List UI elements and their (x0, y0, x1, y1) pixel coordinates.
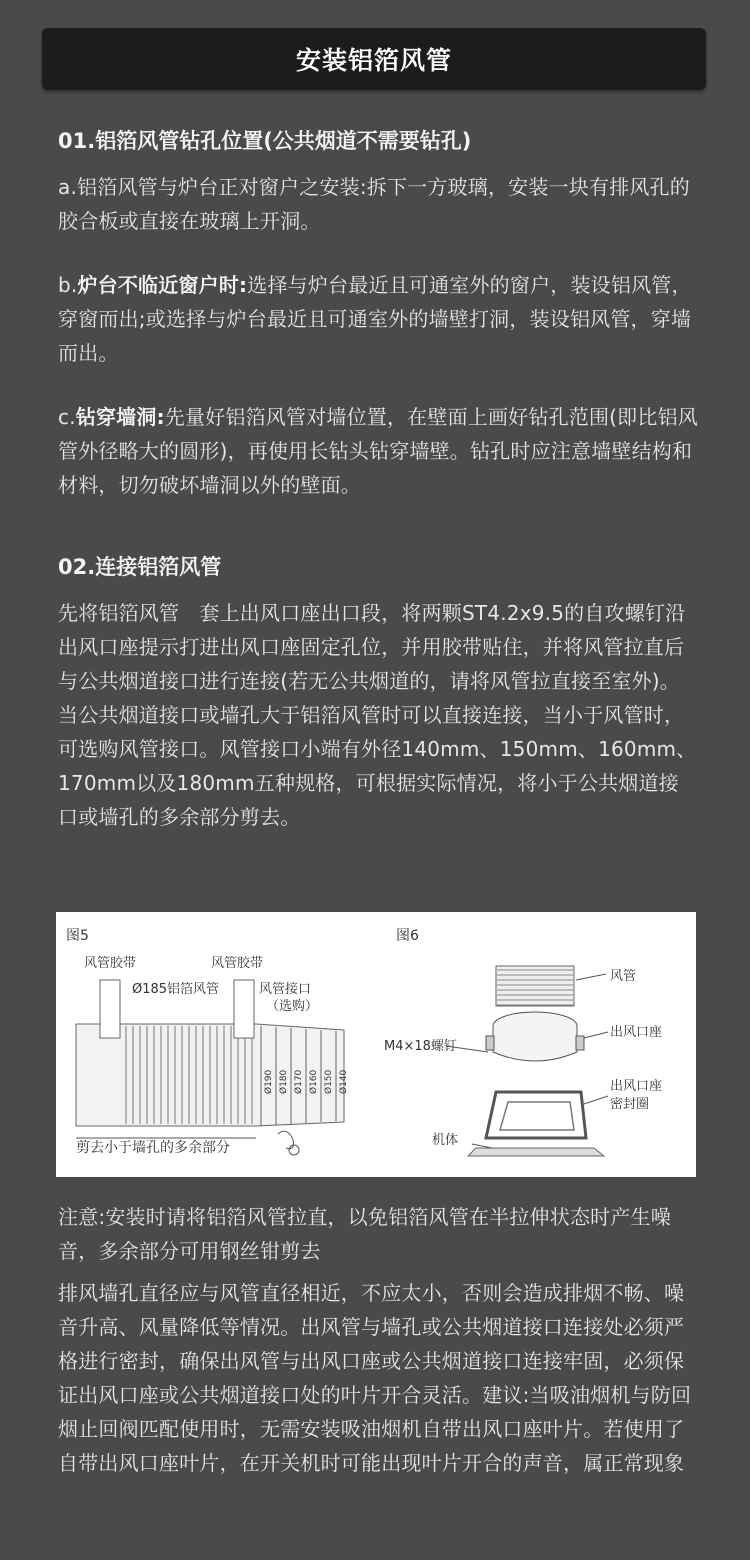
para-c-bold: 钻穿墙洞: (75, 405, 165, 429)
section2-heading: 02.连接铝箔风管 (58, 555, 222, 579)
connector-size-label: Ø140 (339, 1069, 349, 1094)
section2-body: 先将铝箔风管 套上出风口座出口段，将两颗ST4.2x9.5的自攻螺钉沿出风口座提示打进出风口座固定孔位，并用胶带贴住，并将风管拉直后与公共烟道接口进行连接(若无公共烟道的，请将风管拉直接至室外)。当公共烟道接口或墙孔大于铝箔风管时可以直接连接，当小于风管时，可选购风管接口。风管接口小端有外径140mm、150mm、160mm、170mm以及180mm五种规格，可根据实际情况，将小于公共烟道接口或墙孔的多余部分剪去。 (58, 601, 697, 829)
figure-panel (56, 912, 696, 1177)
page-title: 安装铝箔风管 (295, 46, 452, 75)
figure6 (384, 928, 662, 1156)
para-c (58, 400, 698, 502)
para-b (58, 268, 698, 370)
para-b-text: 选择与炉台最近且可通室外的窗户，装设铝风管，穿窗而出;或选择与炉台最近且可通室外的墙壁打洞，装设铝风管，穿墙而出。 (58, 273, 692, 365)
installation-diagrams (56, 912, 696, 1177)
connector-size-label: Ø170 (294, 1069, 304, 1094)
seal-ring-icon (486, 1092, 586, 1138)
para-b-label: b. (58, 273, 78, 297)
connector-size-label: Ø160 (309, 1069, 319, 1094)
tape-right-label: 风管胶带 (211, 956, 264, 971)
duct-size-label: Ø185铝箔风管 (132, 982, 220, 997)
para-a: a.铝箔风管与炉台正对窗户之安装:拆下一方玻璃，安装一块有排风孔的胶合板或直接在玻璃上开洞。 (58, 175, 690, 233)
duct-icon (496, 966, 574, 1006)
connector-size-label: Ø180 (279, 1069, 289, 1094)
cut-label: 剪去小于墙孔的多余部分 (76, 1140, 230, 1156)
outlet-base-icon (486, 1012, 584, 1061)
para-b-bold: 炉台不临近窗户时: (77, 273, 248, 297)
notes (58, 1200, 698, 1480)
screw-label: M4×18螺钉 (384, 1039, 457, 1054)
para-c-text: 先量好铝箔风管对墙位置，在壁面上画好钻孔范围(即比铝风管外径略大的圆形)，再使用长钻头钻穿墙壁。钻孔时应注意墙壁结构和材料，切勿破坏墙洞以外的壁面。 (58, 405, 698, 497)
para-c-label: c. (58, 405, 76, 429)
figure5 (66, 928, 349, 1156)
seal-label-2: 密封圈 (610, 1097, 650, 1112)
connector-size-label: Ø190 (264, 1069, 274, 1094)
connector-label-1: 风管接口 (259, 982, 312, 997)
connector-label-2: （选购） (266, 999, 319, 1014)
seal-label-1: 出风口座 (610, 1079, 663, 1094)
instructions (58, 124, 698, 834)
figure5-label: 图5 (66, 928, 89, 944)
install-advice: 排风墙孔直径应与风管直径相近，不应太小，否则会造成排烟不畅、噪音升高、风量降低等情况。出风管与墙孔或公共烟道接口连接处必须严格进行密封，确保出风管与出风口座或公共烟道接口连接牢固，必须保证出风口座或公共烟道接口处的叶片开合灵活。建议:当吸油烟机与防回烟止回阀匹配使用时，无需安装吸油烟机自带出风口座叶片。若使用了自带出风口座叶片，在开关机时可能出现叶片开合的声音，属正常现象 (58, 1281, 692, 1475)
title-bar (42, 28, 706, 90)
duct-label: 风管 (610, 969, 637, 984)
section1-heading: 01.铝箔风管钻孔位置(公共烟道不需要钻孔) (58, 129, 472, 153)
figure6-label: 图6 (396, 928, 419, 944)
tape-left-label: 风管胶带 (84, 956, 137, 971)
body-label: 机体 (432, 1133, 459, 1148)
connector-size-label: Ø150 (324, 1069, 334, 1094)
install-note: 注意:安装时请将铝箔风管拉直，以免铝箔风管在半拉伸状态时产生噪音，多余部分可用钢丝钳剪去 (58, 1205, 671, 1263)
outlet-label: 出风口座 (610, 1025, 663, 1040)
